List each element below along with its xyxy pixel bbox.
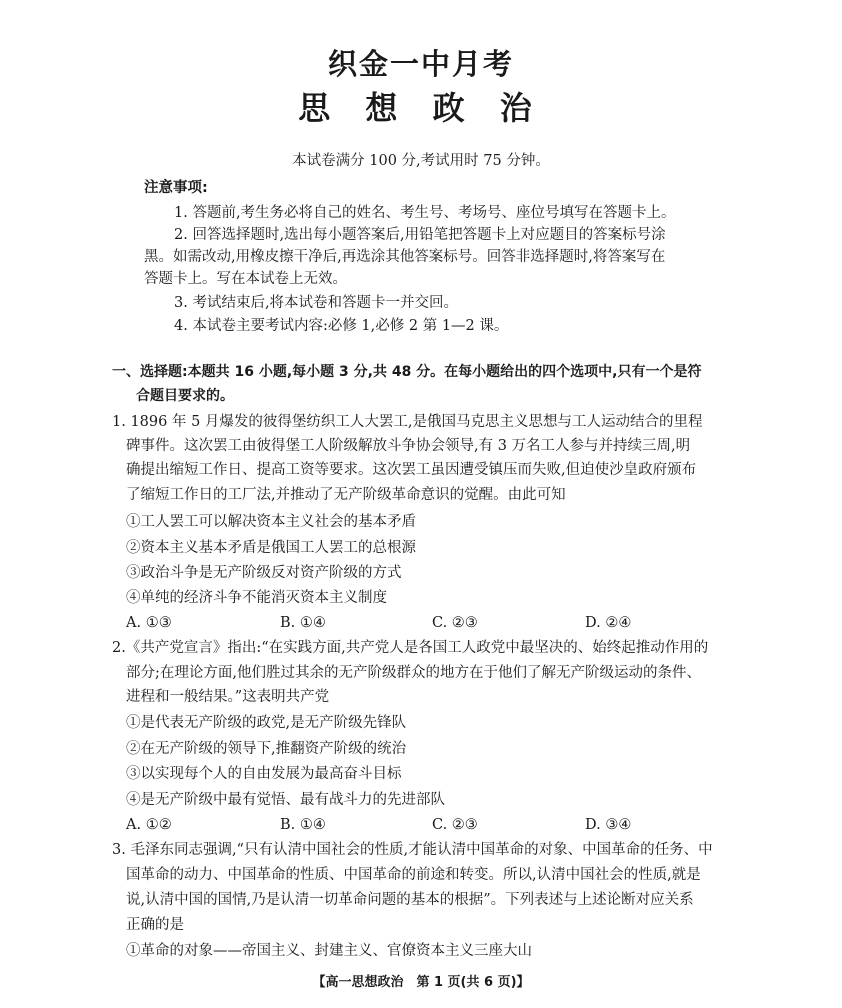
question-text: 国革命的动力、中国革命的性质、中国革命的前途和转变。所以,认清中国社会的性质,就是 — [126, 867, 701, 883]
section-heading: 一、选择题:本题共 16 小题,每小题 3 分,共 48 分。在每小题给出的四个选项中,只有一个是符 — [112, 364, 702, 380]
question-text: 说,认清中国的国情,乃是认清一切革命问题的基本的根据”。下列表述与上述论断对应关系 — [126, 892, 694, 908]
option-d: D. ③④ — [585, 817, 632, 833]
notice-item: 1. 答题前,考生务必将自己的姓名、考生号、考场号、座位号填写在答题卡上。 — [174, 205, 676, 221]
statement: ③政治斗争是无产阶级反对资产阶级的方式 — [126, 565, 402, 581]
question-text: 1. 1896 年 5 月爆发的彼得堡纺织工人大罢工,是俄国马克思主义思想与工人运动结合的里程 — [112, 414, 703, 430]
question-text: 确提出缩短工作日、提高工资等要求。这次罢工虽因遭受镇压而失败,但迫使沙皇政府颁布 — [126, 462, 697, 478]
option-c: C. ②③ — [432, 615, 478, 631]
option-b: B. ①④ — [280, 817, 326, 833]
statement: ①工人罢工可以解决资本主义社会的基本矛盾 — [126, 514, 416, 530]
exam-info: 本试卷满分 100 分,考试用时 75 分钟。 — [292, 153, 550, 169]
exam-title: 织金一中月考 — [327, 47, 514, 81]
question-text: 部分;在理论方面,他们胜过其余的无产阶级群众的地方在于他们了解无产阶级运动的条件、 — [126, 665, 701, 681]
notice-item: 2. 回答选择题时,选出每小题答案后,用铅笔把答题卡上对应题目的答案标号涂 — [174, 227, 666, 243]
statement: ①是代表无产阶级的政党,是无产阶级先锋队 — [126, 715, 407, 731]
option-a: A. ①③ — [126, 615, 172, 631]
option-d: D. ②④ — [585, 615, 632, 631]
question-text: 2.《共产党宣言》指出:“在实践方面,共产党人是各国工人政党中最坚决的、始终起推动作用的 — [112, 640, 709, 656]
notice-item: 4. 本试卷主要考试内容:必修 1,必修 2 第 1—2 课。 — [174, 318, 509, 334]
question-text: 了缩短工作日的工厂法,并推动了无产阶级革命意识的觉醒。由此可知 — [126, 487, 566, 503]
question-text: 碑事件。这次罢工由彼得堡工人阶级解放斗争协会领导,有 3 万名工人参与并持续三周,明 — [126, 438, 691, 454]
statement: ②在无产阶级的领导下,推翻资产阶级的统治 — [126, 741, 407, 757]
page-footer: 【高一思想政治 第 1 页(共 6 页)】 — [312, 975, 530, 990]
statement: ④是无产阶级中最有觉悟、最有战斗力的先进部队 — [126, 792, 445, 808]
question-text: 3. 毛泽东同志强调,“只有认清中国社会的性质,才能认清中国革命的对象、中国革命的任务、中 — [112, 842, 713, 858]
notice-item: 答题卡上。写在本试卷上无效。 — [144, 271, 347, 287]
question-text: 进程和一般结果。”这表明共产党 — [126, 689, 330, 705]
notice-item: 黑。如需改动,用橡皮擦干净后,再选涂其他答案标号。回答非选择题时,将答案写在 — [144, 249, 666, 265]
option-b: B. ①④ — [280, 615, 326, 631]
question-text: 正确的是 — [126, 917, 184, 933]
notice-item: 3. 考试结束后,将本试卷和答题卡一并交回。 — [174, 295, 459, 311]
statement: ②资本主义基本矛盾是俄国工人罢工的总根源 — [126, 540, 416, 556]
section-heading-cont: 合题目要求的。 — [136, 388, 234, 404]
option-c: C. ②③ — [432, 817, 478, 833]
notice-heading: 注意事项: — [144, 180, 208, 196]
subject-title: 思 想 政 治 — [298, 89, 544, 127]
option-a: A. ①② — [126, 817, 172, 833]
statement: ③以实现每个人的自由发展为最高奋斗目标 — [126, 766, 402, 782]
statement: ①革命的对象——帝国主义、封建主义、官僚资本主义三座大山 — [126, 943, 532, 959]
statement: ④单纯的经济斗争不能消灭资本主义制度 — [126, 590, 387, 606]
